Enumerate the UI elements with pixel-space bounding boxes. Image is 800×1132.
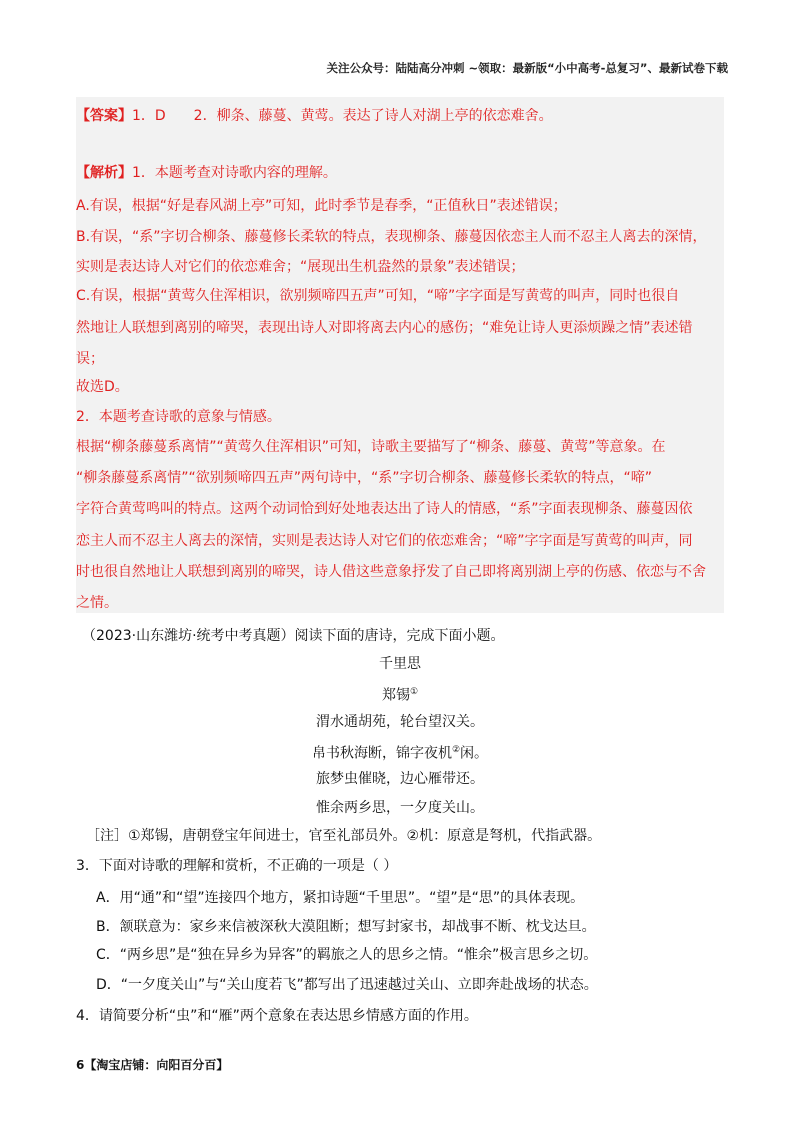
analysis-line-14: 之情。 bbox=[76, 595, 118, 611]
analysis-line-6: 误； bbox=[76, 351, 104, 367]
analysis-line-11: 字符合黄莺鸣叫的特点。这两个动词恰到好处地表达出了诗人的情感，“系”字面表现柳条、藤蔓因依 bbox=[76, 501, 693, 517]
question-3-option-c: C．“两乡思”是“独在异乡为异客”的羁旅之人的思乡之情。“惟余”极言思乡之切。 bbox=[96, 947, 598, 963]
analysis-tag: 【解析】 bbox=[76, 165, 132, 181]
analysis-line-0: 【解析】1．本题考查对诗歌内容的理解。 bbox=[76, 165, 337, 181]
analysis-line-1: A.有误，根据“好是春风湖上亭”可知，此时季节是春季，“正值秋日”表述错误； bbox=[76, 198, 567, 214]
analysis-line-2: B.有误，“系”字切合柳条、藤蔓修长柔软的特点，表现柳条、藤蔓因依恋主人而不忍主人离去的深情， bbox=[76, 229, 707, 245]
analysis-line-13: 时也很自然地让人联想到离别的啼哭，诗人借这些意象抒发了自己即将离别湖上亭的伤感、依恋与不舍 bbox=[76, 564, 706, 580]
analysis-line-8: 2．本题考查诗歌的意象与情感。 bbox=[76, 409, 281, 425]
question-3-option-a: A．用“通”和“望”连接四个地方，紧扣诗题“千里思”。“望”是“思”的具体表现。 bbox=[96, 890, 585, 906]
poem-line-3: 旅梦虫催晓，边心雁带还。 bbox=[316, 771, 484, 787]
poem-line-4: 惟余两乡思，一夕度关山。 bbox=[316, 800, 484, 816]
poem-line-1: 渭水通胡苑，轮台望汉关。 bbox=[316, 714, 484, 730]
question-3-option-b: B．颔联意为：家乡来信被深秋大漠阻断；想写封家书，却战事不断、枕戈达旦。 bbox=[96, 919, 596, 935]
question-intro: （2023·山东潍坊·统考中考真题）阅读下面的唐诗，完成下面小题。 bbox=[82, 628, 505, 644]
analysis-line-9: 根据“柳条藤蔓系离情”“黄莺久住浑相识”可知，诗歌主要描写了“柳条、藤蔓、黄莺”等意象。在 bbox=[76, 439, 666, 455]
page-footer: 6【淘宝店铺：向阳百分百】 bbox=[76, 1058, 229, 1072]
poem-line-2: 帛书秋海断，锦字夜机②闲。 bbox=[311, 745, 489, 762]
question-3-option-d: D．“一夕度关山”与“关山度若飞”都写出了迅速越过关山、立即奔赴战场的状态。 bbox=[96, 977, 598, 993]
poem-note: ［注］①郑锡，唐朝登宝年间进士，官至礼部员外。②机：原意是弩机，代指武器。 bbox=[86, 828, 602, 844]
question-3-stem: 3．下面对诗歌的理解和赏析，不正确的一项是（ ） bbox=[76, 858, 398, 874]
analysis-line-3: 实则是表达诗人对它们的依恋难舍；“展现出生机盎然的景象”表述错误； bbox=[76, 259, 525, 275]
question-4: 4．请简要分析“虫”和“雁”两个意象在表达思乡情感方面的作用。 bbox=[76, 1008, 478, 1024]
answer-text: 1．D 2．柳条、藤蔓、黄莺。表达了诗人对湖上亭的依恋难舍。 bbox=[132, 108, 553, 124]
answer-tag: 【答案】 bbox=[76, 108, 132, 124]
analysis-line-5: 然地让人联想到离别的啼哭，表现出诗人对即将离去内心的感伤；“难免让诗人更添烦躁之情”表述错 bbox=[76, 320, 693, 336]
analysis-line-12: 恋主人而不忍主人离去的深情，实则是表达诗人对它们的依恋难舍；“啼”字字面是写黄莺的叫声，同 bbox=[76, 533, 693, 549]
poem-title: 千里思 bbox=[379, 656, 421, 672]
answer-line bbox=[76, 106, 553, 126]
analysis-line-10: “柳条藤蔓系离情”“欲别频啼四五声”两句诗中，“系”字切合柳条、藤蔓修长柔软的特点，“啼” bbox=[76, 470, 653, 486]
page-header: 关注公众号：陆陆高分冲刺 ~领取：最新版“小中高考-总复习”、最新试卷下载 bbox=[326, 61, 728, 75]
poem-author: 郑锡① bbox=[381, 687, 419, 704]
analysis-line-7: 故选D。 bbox=[76, 379, 129, 395]
analysis-line-4: C.有误，根据“黄莺久住浑相识，欲别频啼四五声”可知，“啼”字字面是写黄莺的叫声，同时也很自 bbox=[76, 288, 680, 304]
